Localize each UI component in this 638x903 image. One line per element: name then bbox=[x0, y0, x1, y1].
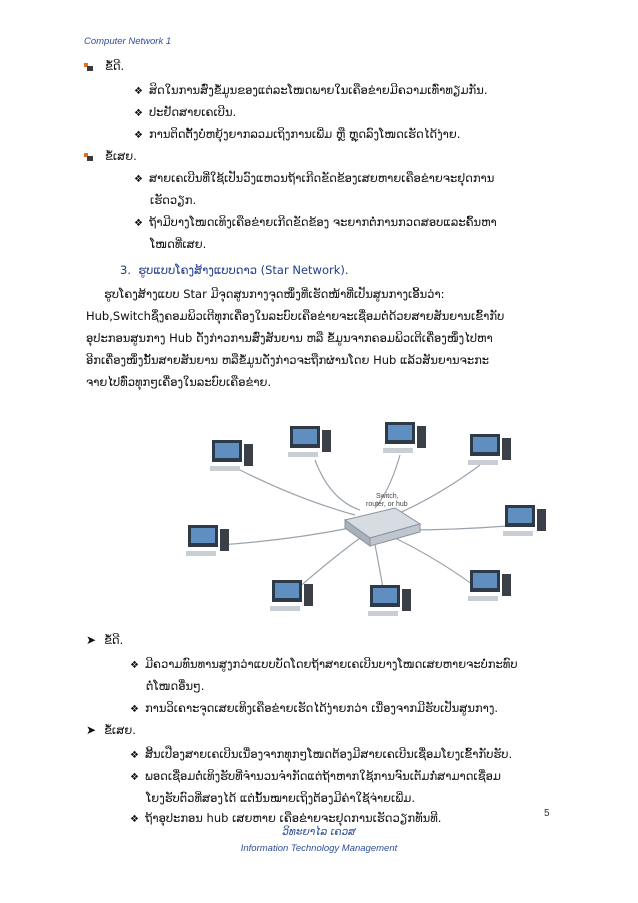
paragraph-line: ຮູບໂຄງສ້າງແບບ Star ມີຈຸດສູນກາງຈຸດໜຶ່ງທີ່ເຮັດໜ້າທີ່ເປັນສູນກາງເອີ້ນວ່າ: bbox=[104, 287, 445, 301]
dis2-item: ❖ ພອດເຊື່ອມຕໍ່ເທິງຮັບທີ່ຈຳນວນຈຳກັດແຕ່ຖ້າຫາກໃຊ້ການຈົນເຕັມກໍ່ສາມາດເຊື່ອມ bbox=[130, 768, 501, 786]
footer-department: Information Technology Management bbox=[240, 843, 398, 854]
diamond-bullet-icon: ❖ bbox=[130, 704, 139, 715]
adv1-item: ❖ ສິດໃນການສົ່ງຂໍ້ມູນຂອງແຕ່ລະໂໜດພາຍໃນເຄືອຂ່າຍມີຄວາມເທົ່າທຽມກັນ. bbox=[134, 82, 488, 100]
paragraph-line: ຈາຍໄປທົ່ວທຸກໆເຄື່ອງໃນລະບົບເຄືອຂ່າຍ. bbox=[86, 375, 272, 389]
square-bullet-icon bbox=[84, 153, 93, 161]
computer-icon bbox=[288, 426, 331, 457]
computer-icon bbox=[383, 422, 426, 453]
computer-icon bbox=[468, 434, 511, 465]
diamond-bullet-icon: ❖ bbox=[130, 750, 139, 761]
dis1-item: ❖ ຖ້າມີບາງໂໜດເທິງເຄືອຂ່າຍເກີດຂັດຂ້ອງ ຈະຍາກຕໍ່ການກວດສອບແລະຄົ້ນຫາ bbox=[134, 214, 497, 232]
computer-icon bbox=[503, 505, 546, 536]
diamond-bullet-icon: ❖ bbox=[130, 660, 139, 671]
arrow-bullet-icon: ➤ bbox=[86, 723, 97, 737]
adv2-item: ❖ ມີຄວາມທົນທານສູງກວ່າແບບບັດໂດຍຖ້າສາຍເຄເບີນບາງໂໜດເສຍຫາຍຈະບໍ່ກະທົບ bbox=[130, 656, 518, 674]
dis1-item: ❖ ສາຍເຄເບີນທີ່ໃຊ້ເປັນວົງແຫວນຖ້າເກີດຂັດຂ້ອງເສຍຫາຍເຄືອຂ່າຍຈະຢຸດການ bbox=[134, 170, 494, 188]
computer-icon bbox=[210, 440, 253, 471]
dis1-item-cont: ໂໜດທີ່ເສຍ. bbox=[150, 237, 207, 251]
paragraph-line: ອີກເຄື່ອງໜຶ່ງນັ້ນສາຍສັນຍານ ຫລືຂໍ້ມູນດັ່ງກ່າວຈະຖືກຜ່ານໂດຍ Hub ແລ້ວສັນຍານຈະກະ bbox=[86, 353, 490, 367]
footer-college: ວິທະຍາໄລ ເຄວສ bbox=[282, 826, 356, 838]
dis2-item-cont: ໂຍງຮັບຕົວທີ່ສອງໄດ້ ແຕ່ນັ້ນໝາຍເຖິງຕ້ອງມີຄ່າໃຊ້ຈ່າຍເພີ່ມ. bbox=[146, 791, 415, 805]
adv1-item: ❖ ປະຢັດສາຍເຄເບີນ. bbox=[134, 104, 236, 122]
diamond-bullet-icon: ❖ bbox=[134, 174, 143, 185]
section-title: 3. ຮູບແບບໂຄງສ້າງແບບດາວ (Star Network). bbox=[120, 263, 349, 277]
diamond-bullet-icon: ❖ bbox=[134, 130, 143, 141]
adv1-heading: ຂໍ້ດີ. bbox=[84, 58, 124, 74]
paragraph-line: Hub,Switchຊຶ່ງຄອມພິວເຕີທຸກເຄື່ອງໃນລະບົບເຄືອຂ່າຍຈະເຊື່ອມຕໍ່ດ້ວຍສາຍສັນຍານເຂົ້າກັບ bbox=[86, 309, 505, 323]
computer-icon bbox=[270, 580, 313, 611]
dis2-item: ❖ ສິ້ນເປືອງສາຍເຄເບີນເນື່ອງຈາກທຸກໆໂໜດຕ້ອງມີສາຍເຄເບີນເຊື່ອມໂຍງເຂົ້າກັບຮັບ. bbox=[130, 746, 512, 764]
arrow-bullet-icon: ➤ bbox=[86, 633, 97, 647]
dis1-heading: ຂໍ້ເສຍ. bbox=[84, 148, 137, 164]
adv1-item: ❖ ການຕິດຕັ້ງບໍ່ຫຍຸ້ງຍາກລວມເຖິງການເພີ່ມ ຫຼື ຫຼຸດລົງໂໜດເຮັດໄດ້ງ່າຍ. bbox=[134, 126, 460, 144]
computer-icon bbox=[368, 585, 411, 616]
hub-label: Switch, bbox=[376, 493, 399, 500]
diamond-bullet-icon: ❖ bbox=[130, 772, 139, 783]
computer-icon bbox=[468, 570, 511, 601]
star-network-diagram bbox=[180, 420, 550, 620]
diamond-bullet-icon: ❖ bbox=[134, 86, 143, 97]
dis2-heading: ➤ ຂໍ້ເສຍ. bbox=[86, 723, 136, 737]
running-header: Computer Network 1 bbox=[84, 36, 172, 47]
hub-label: router, or hub bbox=[366, 501, 408, 508]
computer-icon bbox=[186, 525, 229, 556]
diamond-bullet-icon: ❖ bbox=[130, 814, 139, 825]
adv2-item: ❖ ການວິເຄາະຈຸດເສຍເທິງເຄືອຂ່າຍເຮັດໄດ້ງ່າຍກວ່າ ເນື່ອງຈາກມີຮັບເປັນສູນກາງ. bbox=[130, 700, 498, 718]
diamond-bullet-icon: ❖ bbox=[134, 108, 143, 119]
square-bullet-icon bbox=[84, 63, 93, 71]
adv2-heading: ➤ ຂໍ້ດີ. bbox=[86, 633, 124, 647]
adv2-item-cont: ຕໍ່ໂໜດອື່ນໆ. bbox=[146, 679, 205, 693]
dis2-item: ❖ ຖ້າອຸປະກອນ hub ເສຍຫາຍ ເຄືອຂ່າຍຈະຢຸດການເຮັດວຽກທັນທີ. bbox=[130, 810, 441, 828]
paragraph-line: ອຸປະກອນສູນກາງ Hub ດັ່ງກ່າວການສົ່ງສັນຍານ ຫລື ຂໍ້ມູນຈາກຄອມພິວເຕີເຄື່ອງໜຶ່ງໄປຫາ bbox=[86, 331, 493, 345]
page-number: 5 bbox=[544, 808, 550, 819]
diamond-bullet-icon: ❖ bbox=[134, 218, 143, 229]
dis1-item-cont: ເຮັດວຽກ. bbox=[150, 193, 197, 207]
